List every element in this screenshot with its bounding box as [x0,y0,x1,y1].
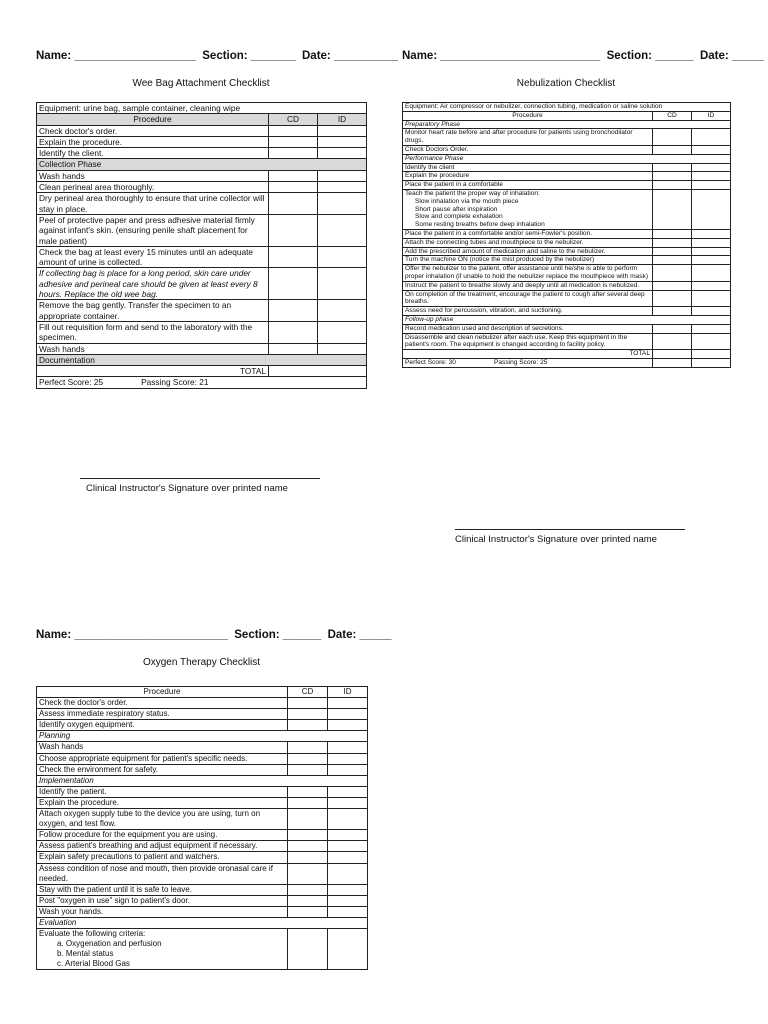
table-row: Instruct the patient to breathe slowly and deeply until all medication is nebulized. [403,281,731,290]
id-cell[interactable] [328,797,368,808]
id-cell[interactable] [328,841,368,852]
id-cell[interactable] [318,214,367,246]
table-row: Record medication used and description of secretions. [403,324,731,333]
id-cell[interactable] [692,350,731,359]
table-row: Explain the procedure. [37,797,368,808]
id-cell[interactable] [318,268,367,300]
id-cell[interactable] [692,290,731,307]
id-cell[interactable] [692,229,731,238]
section-row: Evaluation [37,917,368,928]
cd-cell[interactable] [653,265,692,282]
cd-cell[interactable] [653,307,692,316]
table-row: Follow procedure for the equipment you are using. [37,830,368,841]
signature-line[interactable] [80,478,320,479]
score-row [37,377,367,388]
id-cell[interactable] [328,742,368,753]
cd-cell[interactable] [288,852,328,863]
cd-cell[interactable] [653,238,692,247]
cd-cell[interactable] [269,246,318,268]
id-header: ID [692,111,731,120]
cd-header: CD [653,111,692,120]
cd-cell[interactable] [288,709,328,720]
table-row: Attach the connecting tubes and mouthpiece to the nebulizer. [403,238,731,247]
table-row: Disassemble and clean nebulizer after each use. Keep this equipment in the patient's room. The equipment is changed according to facility policy. [403,333,731,350]
cd-cell[interactable] [288,884,328,895]
cd-header: CD [288,687,328,698]
table-row: Assess condition of nose and mouth, then provide oronasal care if needed. [37,863,368,884]
id-cell[interactable] [692,181,731,190]
total-row: TOTAL [403,350,731,359]
id-cell[interactable] [328,830,368,841]
signature-line[interactable] [455,529,685,530]
section-field[interactable]: Section: _______ [202,50,296,62]
cd-cell[interactable] [288,863,328,884]
total-row: TOTAL [37,366,367,377]
cd-cell[interactable] [653,163,692,172]
cd-cell[interactable] [269,268,318,300]
id-cell[interactable] [328,786,368,797]
table-row: Identify the client [403,163,731,172]
id-cell[interactable] [328,753,368,764]
id-cell[interactable] [328,863,368,884]
cd-cell[interactable] [269,300,318,322]
table-row: Peel of protective paper and press adhesive material firmly against infant's skin. (ensuring penile shaft placement for male patient) [37,214,367,246]
table-row: Identify the patient. [37,786,368,797]
id-cell[interactable] [318,343,367,354]
cd-cell[interactable] [653,290,692,307]
cd-cell[interactable] [288,698,328,709]
signature-caption: Clinical Instructor's Signature over printed name [455,534,657,545]
id-cell[interactable] [692,189,731,229]
section-row: Documentation [37,354,367,365]
cd-cell[interactable] [269,125,318,136]
id-cell[interactable] [692,247,731,256]
table-row: Clean perineal area thoroughly. [37,182,367,193]
table-row: Turn the machine ON (notice the mist produced by the nebulizer) [403,256,731,265]
table-row: Identify the client. [37,148,367,159]
cd-cell[interactable] [653,350,692,359]
id-cell[interactable] [692,333,731,350]
table-row: Wash hands [37,343,367,354]
section-row: Planning [37,731,368,742]
cd-cell[interactable] [653,247,692,256]
id-cell[interactable] [692,238,731,247]
table-row: If collecting bag is place for a long period, skin care under adhesive and perineal care should be given at least every 8 hours. Replace the old wee bag. [37,268,367,300]
procedure-header: Procedure [37,114,269,125]
cd-cell[interactable] [288,830,328,841]
id-header: ID [318,114,367,125]
table-row: Explain the procedure [403,172,731,181]
table-row: Identify oxygen equipment. [37,720,368,731]
equipment-row: Equipment: urine bag, sample container, cleaning wipe [37,103,367,114]
table-row: On completion of the treatment, encourage the patient to cough after several deep breaths. [403,290,731,307]
table-row: Add the prescribed amount of medication and saline to the nebulizer. [403,247,731,256]
table-row: Assess need for percussion, vibration, and suctioning. [403,307,731,316]
cd-cell[interactable] [269,214,318,246]
id-cell[interactable] [692,129,731,146]
id-cell[interactable] [318,193,367,215]
cd-cell[interactable] [288,753,328,764]
table-row: Wash hands [37,170,367,181]
table-row: Evaluate the following criteria: a. Oxygenation and perfusion b. Mental status c. Arterial Blood Gas [37,929,368,970]
form-header [402,50,764,62]
date-field[interactable]: Date: _____ [699,50,764,62]
cd-cell[interactable] [653,229,692,238]
section-field[interactable]: Section: ______ [234,629,322,641]
id-cell[interactable] [692,358,731,367]
checklist-title: Oxygen Therapy Checklist [142,657,261,668]
cd-cell[interactable] [288,764,328,775]
id-cell[interactable] [318,136,367,147]
table-row: Dry perineal area thoroughly to ensure that urine collector will stay in place. [37,193,367,215]
table-row: Explain safety precautions to patient and watchers. [37,852,368,863]
cd-cell[interactable] [653,358,692,367]
table-row: Monitor heart rate before and after procedure for patients using bronchodilator drugs. [403,129,731,146]
cd-cell[interactable] [653,129,692,146]
checklist-title: Wee Bag Attachment Checklist [132,78,270,89]
id-cell[interactable] [692,281,731,290]
passing-score: Passing Score: 21 [141,377,209,388]
table-row: Check the doctor's order. [37,698,368,709]
table-row: Wash hands [37,742,368,753]
id-cell[interactable] [692,172,731,181]
cd-cell[interactable] [269,136,318,147]
id-cell[interactable] [328,929,368,970]
cd-cell[interactable] [288,797,328,808]
cd-cell[interactable] [653,333,692,350]
cd-cell[interactable] [288,895,328,906]
form-header [36,50,398,62]
table-row: Place the patient in a comfortable [403,181,731,190]
id-cell[interactable] [328,852,368,863]
form-header [36,629,392,641]
nebulization-form [402,50,764,368]
id-cell[interactable] [692,163,731,172]
checklist-table [36,102,367,389]
procedure-header: Procedure [403,111,653,120]
cd-cell[interactable] [269,193,318,215]
section-row: Performance Phase [403,154,731,163]
procedure-header: Procedure [37,687,288,698]
id-cell[interactable] [318,125,367,136]
id-cell[interactable] [692,145,731,154]
cd-header: CD [269,114,318,125]
cd-cell[interactable] [288,786,328,797]
id-cell[interactable] [318,300,367,322]
date-field[interactable]: Date: __________ [302,50,398,62]
section-field[interactable]: Section: ______ [606,50,694,62]
equipment-row: Equipment: Air compressor or nebulizer, connection tubing, medication or saline solution [403,103,731,112]
perfect-score: Perfect Score: 25 [39,377,104,388]
cd-cell[interactable] [288,809,328,830]
section-row: Implementation [37,775,368,786]
cd-cell[interactable] [269,170,318,181]
cd-cell[interactable] [269,148,318,159]
table-row: Check the bag at least every 15 minutes until an adequate amount of urine is collected. [37,246,367,268]
id-cell[interactable] [328,809,368,830]
id-cell[interactable] [328,906,368,917]
date-field[interactable]: Date: _____ [327,629,392,641]
cd-cell[interactable] [288,906,328,917]
checklist-table [402,102,731,368]
name-field[interactable]: Name: ___________________ [36,50,196,62]
cd-cell[interactable] [269,182,318,193]
id-cell[interactable] [692,307,731,316]
id-cell[interactable] [318,321,367,343]
cd-cell[interactable] [653,324,692,333]
table-row: Wash your hands. [37,906,368,917]
cd-cell[interactable] [653,172,692,181]
table-row: Assess immediate respiratory status. [37,709,368,720]
id-cell[interactable] [328,895,368,906]
table-row: Teach the patient the proper way of inhalation: Slow inhalation via the mouth piece Short pause after inspiration Slow and complete exhalation Some resting breaths before deep inhalation [403,189,731,229]
cd-cell[interactable] [288,841,328,852]
wee-bag-form [36,50,398,389]
cd-cell[interactable] [653,281,692,290]
table-row: Assess patient's breathing and adjust equipment if necessary. [37,841,368,852]
signature-caption: Clinical Instructor's Signature over printed name [86,483,288,494]
cd-cell[interactable] [288,929,328,970]
checklist-table [36,686,368,970]
id-header: ID [328,687,368,698]
id-cell[interactable] [328,709,368,720]
table-row: Check the environment for safety. [37,764,368,775]
id-cell[interactable] [328,698,368,709]
name-field[interactable]: Name: ________________________ [36,629,228,641]
table-row: Explain the procedure. [37,136,367,147]
cd-cell[interactable] [653,145,692,154]
id-cell[interactable] [318,246,367,268]
cd-cell[interactable] [269,343,318,354]
table-row: Remove the bag gently. Transfer the specimen to an appropriate container. [37,300,367,322]
section-row: Follow-up phase [403,315,731,324]
id-cell[interactable] [318,182,367,193]
table-row: Post "oxygen in use" sign to patient's door. [37,895,368,906]
checklist-title: Nebulization Checklist [516,78,616,89]
name-field[interactable]: Name: _________________________ [402,50,601,62]
table-row: Choose appropriate equipment for patient's specific needs. [37,753,368,764]
perfect-score: Perfect Score: 30 [405,358,456,366]
table-row: Place the patient in a comfortable and/or semi-Fowler's position. [403,229,731,238]
id-cell[interactable] [328,720,368,731]
table-row: Fill out requisition form and send to the laboratory with the specimen. [37,321,367,343]
id-cell[interactable] [318,170,367,181]
id-cell[interactable] [692,324,731,333]
table-row: Check Doctors Order. [403,145,731,154]
id-cell[interactable] [692,256,731,265]
cd-cell[interactable] [288,720,328,731]
id-cell[interactable] [692,265,731,282]
table-row: Stay with the patient until it is safe to leave. [37,884,368,895]
passing-score: Passing Score: 25 [493,358,548,366]
score-row [403,358,731,367]
table-row: Offer the nebulizer to the patient, offer assistance until he/she is able to perform proper inhalation (if unable to hold the nebulizer replace the mouthpiece with mask) [403,265,731,282]
table-row: Attach oxygen supply tube to the device you are using, turn on oxygen, and test flow. [37,809,368,830]
cd-cell[interactable] [269,321,318,343]
cd-cell[interactable] [653,181,692,190]
section-row: Collection Phase [37,159,367,170]
id-cell[interactable] [328,764,368,775]
id-cell[interactable] [328,884,368,895]
oxygen-therapy-form [36,629,392,970]
cd-cell[interactable] [653,189,692,229]
total-cell[interactable] [269,366,367,377]
cd-cell[interactable] [653,256,692,265]
id-cell[interactable] [318,148,367,159]
section-row: Preparatory Phase [403,120,731,129]
cd-cell[interactable] [288,742,328,753]
table-row: Check doctor's order. [37,125,367,136]
